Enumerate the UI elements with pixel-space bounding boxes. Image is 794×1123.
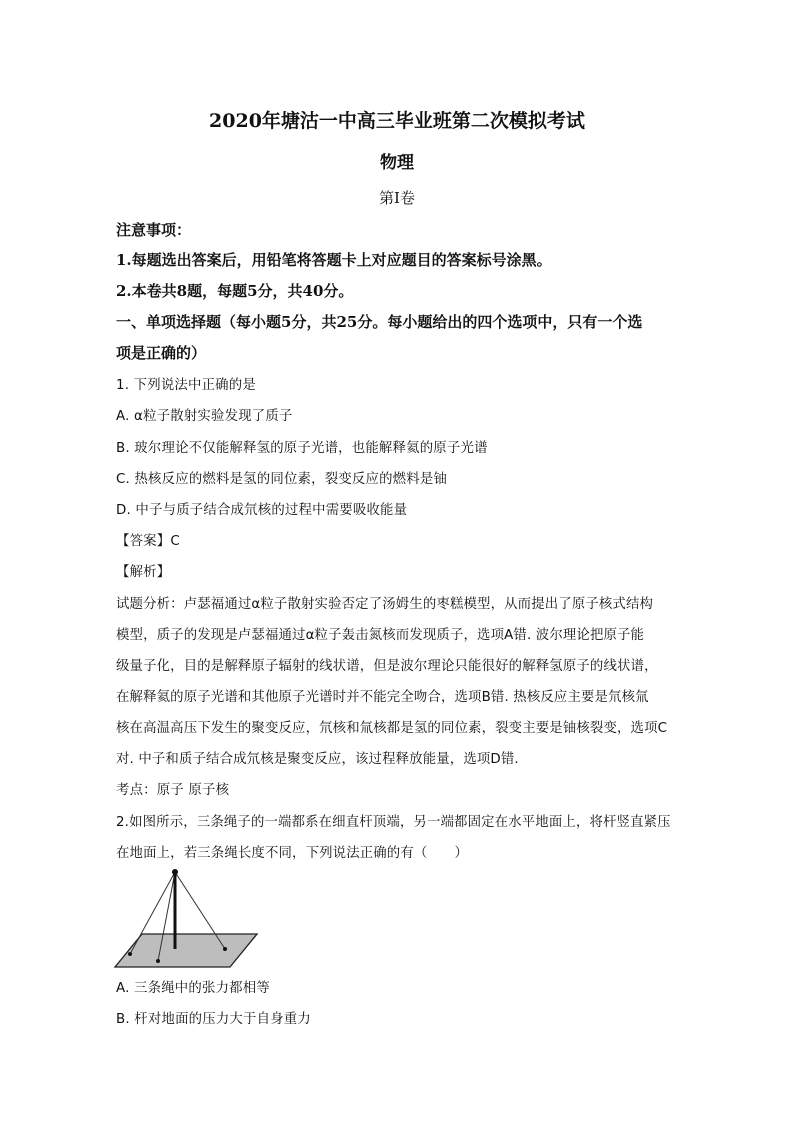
anchor-point <box>128 952 132 956</box>
question-1-option-a: A. α粒子散射实验发现了质子 <box>116 409 293 424</box>
question-1-option-d: D. 中子与质子结合成氘核的过程中需要吸收能量 <box>116 503 408 518</box>
volume-label: 第Ⅰ卷 <box>379 189 415 207</box>
question-2-stem-cont: 在地面上，若三条绳长度不同，下列说法正确的有（ ） <box>116 846 469 861</box>
question-2-option-b: B. 杆对地面的压力大于自身重力 <box>116 1012 311 1027</box>
notice-item: 1.每题选出答案后，用铅笔将答题卡上对应题目的答案标号涂黑。 <box>116 251 552 269</box>
answer-label: 【答案】C <box>116 534 180 549</box>
question-1-option-b: B. 玻尔理论不仅能解释氢的原子光谱，也能解释氦的原子光谱 <box>116 441 488 456</box>
ground-plane <box>115 934 257 967</box>
analysis-line: 级量子化，目的是解释原子辐射的线状谱，但是波尔理论只能很好的解释氢原子的线状谱， <box>116 659 658 674</box>
question-2-option-a: A. 三条绳中的张力都相等 <box>116 981 270 996</box>
anchor-point <box>223 947 227 951</box>
analysis-line: 模型，质子的发现是卢瑟福通过α粒子轰击氮核而发现质子，选项A错. 波尔理论把原子能 <box>116 628 645 643</box>
notice-item: 2.本卷共8题，每题5分，共40分。 <box>116 282 354 300</box>
pole-ropes-figure <box>112 864 262 974</box>
section-heading: 一、单项选择题（每小题5分，共25分。每小题给出的四个选项中，只有一个选 <box>116 313 643 331</box>
analysis-label: 【解析】 <box>116 565 171 580</box>
question-2-stem: 2.如图所示，三条绳子的一端都系在细直杆顶端，另一端都固定在水平地面上，将杆竖直紧压 <box>116 815 671 830</box>
notice-heading: 注意事项： <box>116 221 192 239</box>
analysis-line: 对. 中子和质子结合成氘核是聚变反应，该过程释放能量，选项D错. <box>116 752 519 767</box>
anchor-point <box>156 959 160 963</box>
analysis-line: 试题分析：卢瑟福通过α粒子散射实验否定了汤姆生的枣糕模型，从而提出了原子核式结构 <box>116 597 654 612</box>
exam-title: 2020年塘沽一中高三毕业班第二次模拟考试 <box>209 110 585 132</box>
kaodian-label: 考点：原子 原子核 <box>116 783 230 798</box>
question-1-stem: 1. 下列说法中正确的是 <box>116 378 256 393</box>
pole-top <box>172 869 178 875</box>
analysis-line: 在解释氦的原子光谱和其他原子光谱时并不能完全吻合，选项B错. 热核反应主要是氘核氚 <box>116 690 649 705</box>
subject-title: 物理 <box>380 153 414 173</box>
question-1-option-c: C. 热核反应的燃料是氢的同位素，裂变反应的燃料是铀 <box>116 472 448 487</box>
analysis-line: 核在高温高压下发生的聚变反应，氘核和氚核都是氢的同位素，裂变主要是铀核裂变，选项C <box>116 721 668 736</box>
section-heading-cont: 项是正确的） <box>116 344 207 362</box>
